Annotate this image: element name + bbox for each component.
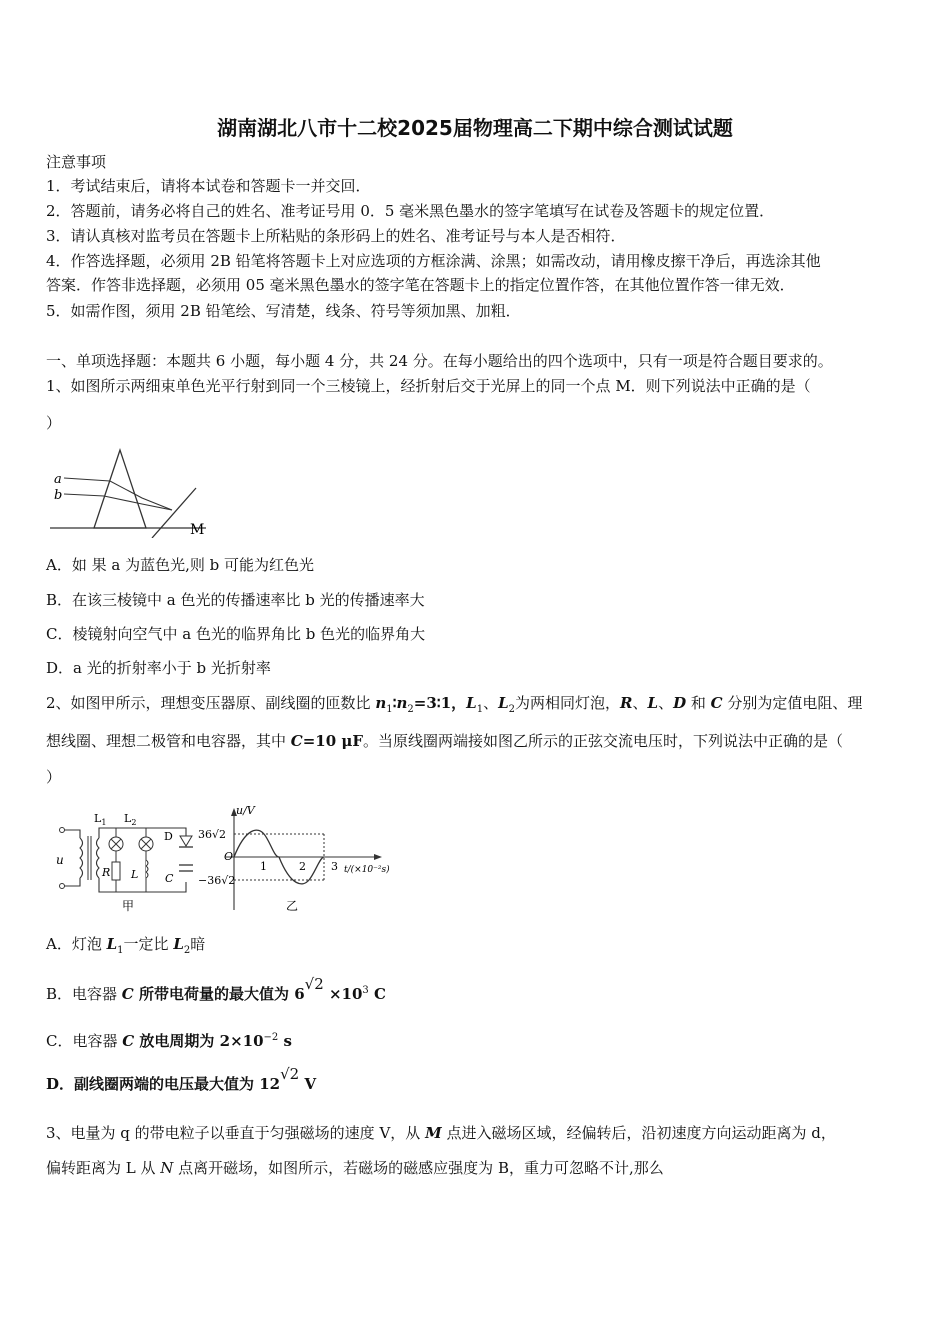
ray-a	[64, 478, 172, 510]
q3-stem-line1: 3、电量为 q 的带电粒子以垂直于匀强磁场的速度 V，从 M 点进入磁场区域，经偏转后，沿初速度方向运动距离为 d，	[46, 1124, 836, 1142]
d-label: D	[164, 830, 173, 843]
l1-label: $L_1$	[94, 812, 107, 827]
secondary-coil	[97, 838, 100, 878]
ray-a-label: a	[54, 472, 62, 487]
l-label: L	[131, 868, 139, 881]
diode-d	[180, 836, 192, 846]
section-heading: 一、单项选择题：本题共 6 小题，每小题 4 分，共 24 分。在每小题给出的四个选项中，只有一项是符合题目要求的。	[46, 352, 833, 370]
y-axis-label: u/V	[236, 804, 255, 817]
page-title: 湖南湖北八市十二校2025届物理高二下期中综合测试试题	[217, 116, 733, 140]
notice-item: 5．如需作图，须用 2B 铅笔绘、写清楚，线条、符号等须加黑、加粗．	[46, 302, 521, 320]
q2-stem-line2: 想线圈、理想二极管和电容器，其中 C=10 μF。当原线圈两端接如图乙所示的正弦交流电压时，下列说法中正确的是（	[46, 732, 844, 750]
prism-triangle	[94, 450, 146, 528]
waveform-figure	[196, 800, 402, 916]
q2-option-a[interactable]: A．灯泡 $L_1$一定比 $L_2$暗	[46, 935, 206, 956]
q1-option-a[interactable]: A．如 果 a 为蓝色光,则 b 可能为红色光	[46, 556, 314, 574]
terminal-top	[60, 828, 65, 833]
q1-stem: 1、如图所示两细束单色光平行射到同一个三棱镜上，经折射后交于光屏上的同一个点 M．则下列说法中正确的是（	[46, 377, 811, 395]
circuit-figure	[46, 806, 206, 916]
notice-heading: 注意事项	[46, 153, 107, 171]
inductor-l	[146, 860, 148, 878]
caption-jia: 甲	[122, 899, 135, 913]
point-m-label: M	[190, 522, 205, 538]
notice-item: 答案．作答非选择题，必须用 05 毫米黑色墨水的签字笔在答题卡上的指定位置作答，在其他位置作答一律无效．	[46, 276, 795, 294]
notice-item: 2．答题前，请务必将自己的姓名、准考证号用 0．5 毫米黑色墨水的签字笔填写在试卷及答题卡的规定位置．	[46, 202, 775, 220]
ray-b-label: b	[54, 488, 63, 503]
x-axis-label: t/(×10⁻²s)	[344, 865, 390, 875]
terminal-bottom	[60, 884, 65, 889]
x-tick-label: 2	[299, 860, 306, 873]
notice-item: 4．作答选择题，必须用 2B 铅笔将答题卡上对应选项的方框涂满、涂黑；如需改动，请用橡皮擦干净后，再选涂其他	[46, 252, 821, 270]
q1-stem-end: ）	[46, 414, 62, 432]
resistor-r	[112, 862, 120, 880]
q1-option-c[interactable]: C．棱镜射向空气中 a 色光的临界角比 b 色光的临界角大	[46, 625, 426, 643]
r-label: R	[102, 866, 111, 879]
y-max-label: 36√2	[198, 828, 227, 841]
q1-option-d[interactable]: D．a 光的折射率小于 b 光折射率	[46, 659, 271, 677]
q1-option-b[interactable]: B．在该三棱镜中 a 色光的传播速率比 b 光的传播速率大	[46, 591, 425, 609]
q2-option-d[interactable]: D．副线圈两端的电压最大值为 12√2 V	[46, 1065, 317, 1093]
caption-yi: 乙	[286, 899, 299, 913]
q2-stem-line1: 2、如图甲所示，理想变压器原、副线圈的匝数比 $n_1∶n_2=3∶1$，$L_1$、$L_2$为两相同灯泡，R、L、D 和 C 分别为定值电阻、理	[46, 694, 863, 715]
y-min-label: −36√2	[198, 874, 236, 887]
notice-item: 3．请认真核对监考员在答题卡上所粘贴的条形码上的姓名、准考证号与本人是否相符．	[46, 227, 626, 245]
x-tick-label: 3	[331, 860, 338, 873]
origin-label: O	[224, 850, 234, 863]
prism-figure	[46, 446, 216, 538]
u-label: u	[56, 853, 64, 867]
ray-b	[64, 494, 172, 510]
notice-item: 1．考试结束后，请将本试卷和答题卡一并交回．	[46, 177, 371, 195]
x-tick-label: 1	[260, 860, 267, 873]
q2-option-b[interactable]: B．电容器 C 所带电荷量的最大值为 $6√2 \times 10^3$ C	[46, 975, 386, 1003]
c-label: C	[165, 872, 174, 885]
q2-stem-line3: ）	[46, 768, 62, 786]
q2-option-c[interactable]: C．电容器 C 放电周期为 $2\times 10^{-2}$ s	[46, 1032, 292, 1050]
q3-stem-line2: 偏转距离为 L 从 N 点离开磁场，如图所示，若磁场的磁感应强度为 B，重力可忽略不计,那么	[46, 1159, 664, 1177]
l2-label: $L_2$	[124, 812, 137, 827]
primary-coil	[80, 838, 83, 878]
